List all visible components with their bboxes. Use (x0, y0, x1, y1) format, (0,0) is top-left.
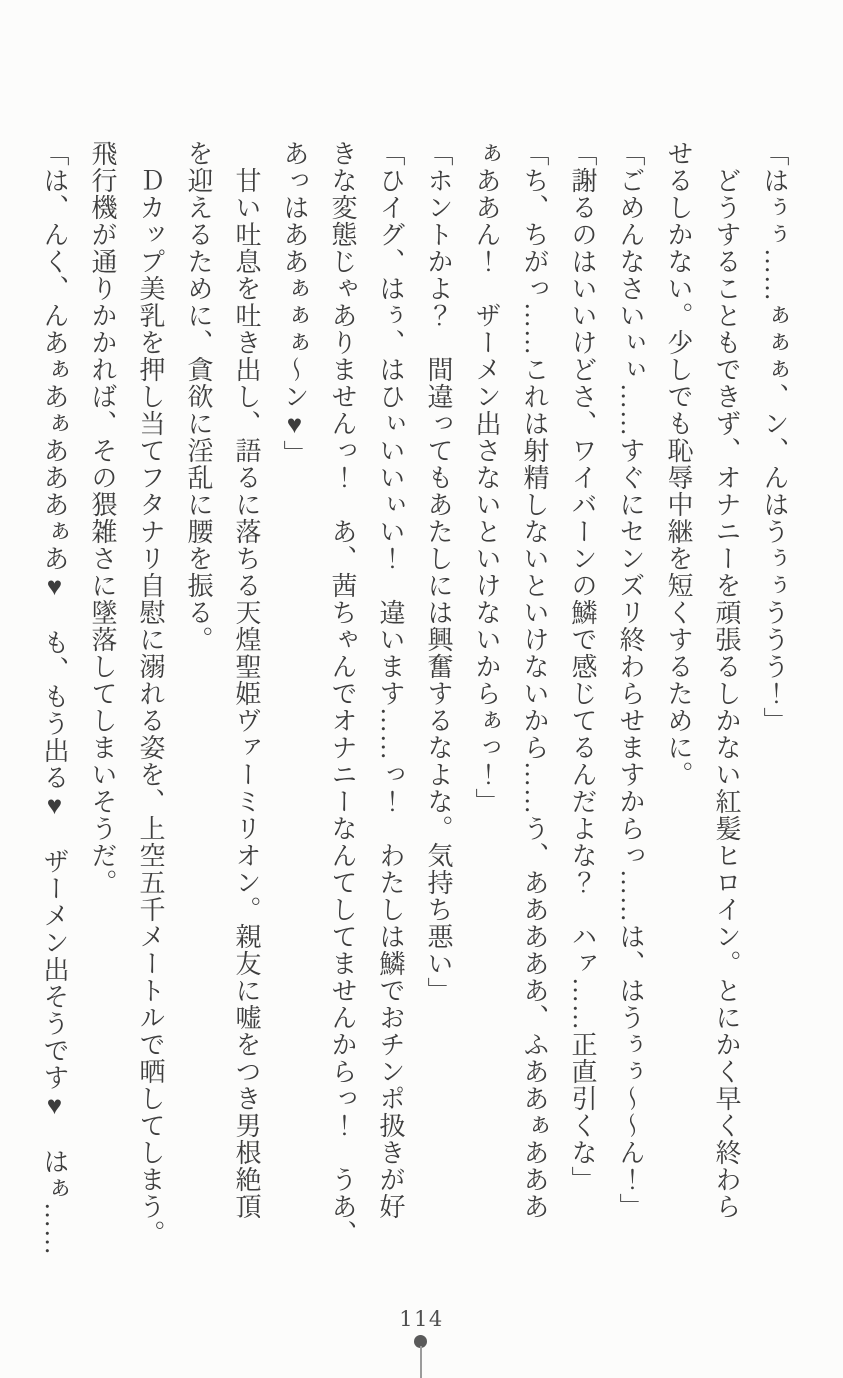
text-line: ぁああん！ ザーメン出さないといけないからぁっ！」 (472, 140, 501, 815)
text-line: あっはああぁぁぁ～ン♥」 (280, 140, 309, 467)
text-line: 「ホントかよ？ 間違ってもあたしには興奮するなよな。気持ち悪い」 (424, 140, 453, 1004)
text-line: 「謝るのはいいけどさ、ワイバーンの鱗で感じてるんだよな？ ハァ……正直引くな」 (568, 140, 597, 1193)
text-line: 甘い吐息を吐き出し、語るに落ちる天煌聖姫ヴァーミリオン。親友に嘘をつき男根絶頂 (232, 140, 261, 1220)
text-line: 「は、んく、んあぁあぁあああぁあ♥ も、もう出る♥ ザーメン出そうです♥ はぁ…… (40, 140, 69, 1256)
text-line: を迎えるために、貪欲に淫乱に腰を振る。 (184, 140, 213, 653)
text-line: 「ひイグ、はぅ、はひぃいいぃい！ 違います……っ！ わたしは鱗でおチンポ扱きが好 (376, 140, 405, 1220)
text-line: どうすることもできず、オナニーを頑張るしかない紅髪ヒロイン。とにかく早く終わら (712, 140, 741, 1220)
page-text (30, 140, 798, 1256)
pin-stem (420, 1346, 422, 1378)
text-line: 「はぅぅ……ぁぁぁ、ン、んはうぅぅううう！」 (760, 140, 789, 734)
page-footer (0, 1300, 843, 1378)
text-line: Ｄカップ美乳を押し当てフタナリ自慰に溺れる姿を、上空五千メートルで晒してしまう。 (136, 140, 165, 1247)
text-line: 飛行機が通りかかれば、その猥雑さに墜落してしまいそうだ。 (88, 140, 117, 896)
page-number: 114 (399, 1307, 444, 1331)
text-line: 「ごめんなさいぃぃ……すぐにセンズリ終わらせますからっ……は、はうぅぅ～～ん！」 (616, 140, 645, 1220)
text-line: 「ち、ちがっ……これは射精しないといけないから……う、あああああ、ふああぁあああ (520, 140, 549, 1220)
text-line: きな変態じゃありませんっ！ あ、茜ちゃんでオナニーなんてしてませんからっ！ うあ、 (328, 140, 357, 1247)
text-line: せるしかない。少しでも恥辱中継を短くするために。 (664, 140, 693, 788)
